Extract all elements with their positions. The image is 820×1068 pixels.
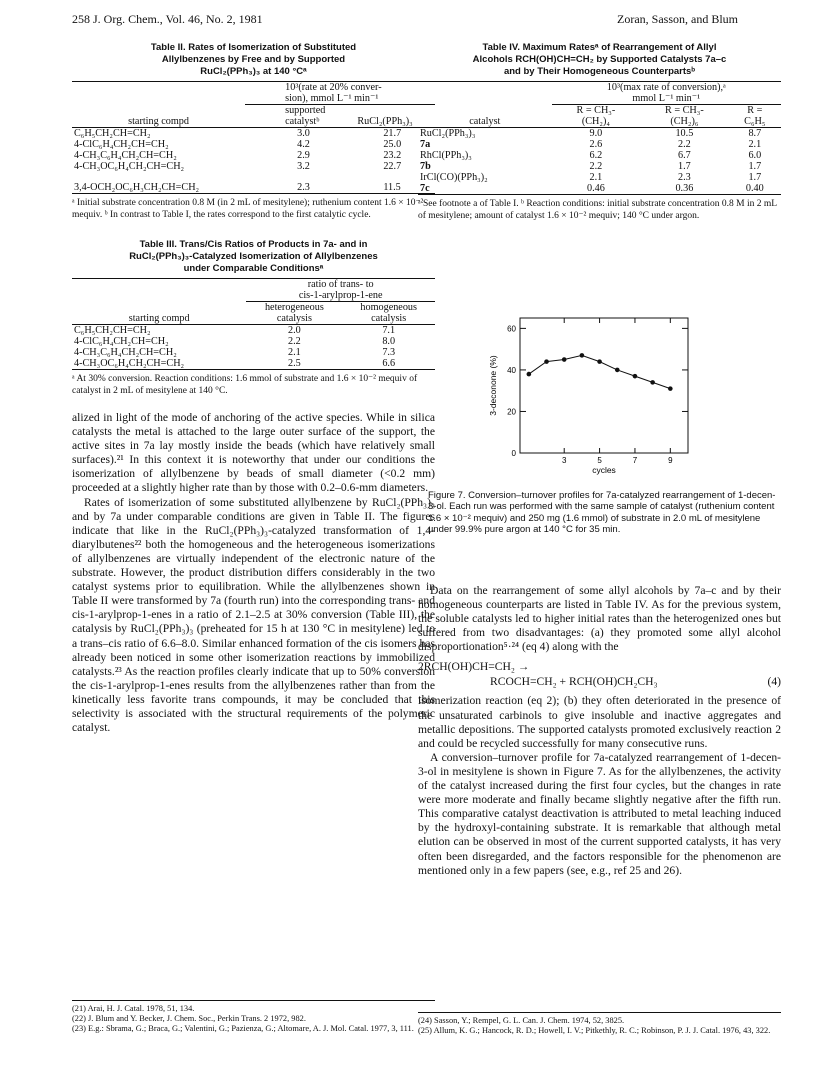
table-cell: 9.0	[589, 128, 603, 139]
table4-col-r2-line: R = CH₃-	[665, 105, 704, 116]
table-cell: 0.46	[586, 183, 605, 194]
right-body-text	[418, 584, 781, 878]
table4-col-r3-line: R =	[747, 105, 763, 116]
table-cell: 2.1	[748, 139, 762, 150]
table4-col-r3	[729, 105, 781, 128]
table4-body	[418, 128, 781, 195]
table3-col-hom	[342, 302, 435, 325]
table-cell: RuCl₂(PPh₃)₃	[420, 128, 476, 139]
table4-col-r2-line: (CH₂)₆	[670, 116, 699, 127]
table2-grid	[72, 81, 435, 194]
table2-col-compd: starting compd	[128, 116, 189, 127]
table-cell: 23.2	[383, 150, 402, 161]
figure7-caption: Figure 7. Conversion–turnover profiles for 7a-catalyzed rearrangement of 1-decen-3-ol. Each run was performed with the same sample of catalyst (ruthenium content 1.6 × 10⁻² mequiv) and 250 mg (1.6 mmol) of substrate in 2.0 mL of mesitylene under 99.9% pure argon at 140 °C for 35 min.	[428, 490, 776, 535]
body-paragraph: A conversion–turnover profile for 7a-catalyzed rearrangement of 1-decen-3-ol in mesitylene is shown in Figure 7. As for the allylbenzenes, the activity of the catalyst increased during the first four cycles, but the changes in rate were more moderate and finally became slightly negative after the fifth run. This comparative catalyst deactivation is attributed to metal leaching induced by the hydroxyl-containing substrate. It is remarkable that although metal elution can be observed in most of the current supported catalysts, it has very often been disregarded, and the factors responsible for the phenomenon are mentioned only in a few papers (see, e.g., ref 25 and 26).	[418, 750, 781, 877]
data-point	[544, 359, 549, 364]
data-point	[527, 372, 532, 377]
table-row	[72, 150, 435, 161]
table-cell: 6.7	[678, 150, 691, 161]
table2-title-line: Table II. Rates of Isomerization of Substituted	[150, 42, 357, 53]
table3-span-header-line: ratio of trans- to	[307, 279, 374, 290]
body-paragraph: Rates of isomerization of some substituted allylbenzene by RuCl₂(PPh₃)₃ and by 7a under comparable conditions are given in Table II. The figures indicate that like in the RuCl₂(PPh₃)₃-catalyzed transformation of 1,4-diarylbutenes²² both the homogeneous and the heterogeneous isomerizations of allylbenzenes are virtually independent of the electronic nature of the substrate. However, the product distribution differs considerably in the two catalyst systems prior to equilibration. While the allylbenzenes shown in Table II were transformed by 7a (fourth run) into the corresponding trans- and cis-1-arylprop-1-enes in a ratio of 2.1–2.5 at 30% conversion (Table III), the catalysis by RuCl₂(PPh₃)₃ (preheated for 15 h at 130 °C in mesitylene) led to a trans–cis ratio of 6.6–8.0. Similar enhanced formation of the cis isomers has already been noticed in some other isomerization reactions by immobilized catalysts.²³ As the reaction profiles clearly indicate that up to 50% conversion the cis-1-arylprop-1-enes results from the allylbenzenes rather than from the kinetically less favorite trans compounds, it may be concluded that this selectivity is associated with the structural requirements of the polymeric catalyst.	[72, 495, 435, 735]
y-axis-label: 3-deconone (%)	[488, 355, 498, 416]
table2-col-supported-line: catalystᵇ	[285, 116, 320, 127]
table3-title-line: RuCl₂(PPh₃)₃-Catalyzed Isomerization of Allylbenzenes	[129, 251, 378, 262]
table2-footnote: ᵃ Initial substrate concentration 0.8 M (in 2 mL of mesitylene); ruthenium content 1.6 × 10⁻² mequiv. ᵇ In contrast to Table I, the rates correspond to the first catalytic cycle.	[72, 198, 424, 220]
table-cell: 4-CH₃C₆H₄CH₂CH=CH₂	[74, 347, 177, 358]
table4-title-line: Alcohols RCH(OH)CH=CH₂ by Supported Catalysts 7a–c	[472, 54, 727, 65]
table3-title-line: under Comparable Conditionsᵃ	[183, 263, 324, 274]
table-row	[418, 139, 781, 150]
table3-title	[72, 239, 435, 275]
table-row	[72, 336, 435, 347]
table4-blank-cell	[418, 82, 552, 105]
table-row	[72, 139, 435, 150]
table4-col-r3-line: C₆H₅	[744, 116, 766, 127]
reference-item: (21) Arai, H. J. Catal. 1978, 51, 134.	[72, 1004, 195, 1013]
table-cell: 4-CH₃OC₆H₄CH₂CH=CH₂	[74, 161, 185, 172]
table-cell: 6.0	[748, 150, 762, 161]
table2-span-header-line: sion), mmol L⁻¹ min⁻¹	[285, 93, 379, 104]
table2-span-header	[245, 82, 435, 105]
table-cell: 1.7	[678, 161, 691, 172]
table4-col-r2	[640, 105, 728, 128]
table3-col-het	[246, 302, 342, 325]
table-row	[72, 128, 435, 140]
table-cell: 7.3	[382, 347, 396, 358]
left-body-text	[72, 411, 435, 735]
table-cell: 1.7	[748, 172, 762, 183]
reference-item: (25) Allum, K. G.; Hancock, R. D.; Howell, I. V.; Pitkethly, R. C.; Robinson, P. J. J. Catal. 1976, 43, 322.	[418, 1026, 771, 1036]
table3-span-header-line: cis-1-arylprop-1-ene	[298, 290, 383, 301]
table-cell: 7.1	[382, 325, 396, 336]
table-cell: 2.0	[288, 325, 301, 336]
table4-footnote: ᵃ See footnote a of Table I. ᵇ Reaction conditions: initial substrate concentration 0.8 M in 2 mL of mesitylene; amount of catalyst 1.6 × 10⁻² mequiv; 140 °C under argon.	[418, 199, 777, 221]
table-cell: C₆H₅CH₂CH=CH₂	[74, 128, 151, 139]
body-paragraph: alized in light of the mode of anchoring of the active species. While in silica catalysts the metal is attached to the large outer surface of the support, the active sites in 7a lay mostly inside the beads (which have relatively small surfaces).²¹ In this context it is noteworthy that under our conditions the isomerization of allylbenzene by beads of small diameter (<0.2 mm) proceeded at a slightly higher rate than by those with 0.2–0.6-mm diameters.	[72, 411, 435, 495]
table2-blank-cell	[72, 82, 245, 105]
data-point	[562, 357, 567, 362]
table-row	[418, 172, 781, 183]
table-cell: 2.3	[297, 182, 310, 193]
table2-col-supported-line: supported	[285, 105, 326, 116]
x-tick-label: 3	[561, 456, 567, 465]
table-row	[418, 161, 781, 172]
reference-item: (22) J. Blum and Y. Becker, J. Chem. Soc., Perkin Trans. 2 1972, 982.	[72, 1014, 306, 1024]
table4-title-line: Table IV. Maximum Ratesᵃ of Rearrangement of Allyl	[482, 42, 717, 53]
table-cell: 2.2	[288, 336, 301, 347]
table2	[72, 42, 435, 221]
table3-col-compd: starting compd	[128, 313, 190, 324]
table-cell: 4-ClC₆H₄CH₂CH=CH₂	[74, 139, 169, 150]
table2-col-free: RuCl₂(PPh₃)₃	[357, 116, 413, 127]
table2-body	[72, 128, 435, 194]
right-column	[418, 42, 781, 222]
table-cell: 1.7	[748, 161, 762, 172]
table2-span-header-line: 10³(rate at 20% conver-	[285, 82, 382, 93]
table-cell: 7a	[420, 139, 431, 150]
data-point	[615, 368, 620, 373]
table3-title-line: Table III. Trans/Cis Ratios of Products in 7a- and in	[139, 239, 368, 250]
x-axis-label: cycles	[592, 465, 616, 475]
table-row	[418, 183, 781, 195]
table-cell: IrCl(CO)(PPh₃)₂	[420, 172, 488, 183]
table3-col-hom-line: catalysis	[371, 313, 407, 324]
left-references	[72, 1000, 435, 1035]
table-cell: 7b	[420, 161, 431, 172]
table-row	[72, 172, 435, 194]
table3	[72, 239, 435, 397]
table-cell: 0.36	[675, 183, 694, 194]
table-cell: 4.2	[297, 139, 310, 150]
table-cell: 2.6	[589, 139, 603, 150]
table-cell: 25.0	[383, 139, 402, 150]
table3-span-header	[246, 279, 435, 302]
reference-item: (24) Sasson, Y.; Rempel, G. L. Can. J. Chem. 1974, 52, 3825.	[418, 1016, 625, 1025]
table-cell: C₆H₅CH₂CH=CH₂	[74, 325, 151, 336]
table-cell: 7c	[420, 183, 430, 194]
table3-col-het-line: catalysis	[276, 313, 312, 324]
table-cell: 21.7	[383, 128, 402, 139]
table-cell: 10.5	[675, 128, 694, 139]
right-references	[418, 1012, 781, 1036]
equation-line: RCOCH=CH₂ + RCH(OH)CH₂CH₃	[490, 675, 658, 689]
table-cell: 2.1	[589, 172, 603, 183]
table3-blank-cell	[72, 279, 246, 302]
table2-title-line: Allylbenzenes by Free and by Supported	[161, 54, 346, 65]
table3-body	[72, 325, 435, 370]
table4-grid	[418, 81, 781, 195]
table2-title-line: RuCl₂(PPh₃)₃ at 140 °Cᵃ	[200, 66, 307, 77]
table-cell: 8.0	[382, 336, 396, 347]
table-cell: 0.40	[745, 183, 764, 194]
table-cell: 22.7	[383, 161, 402, 172]
y-tick-label: 40	[507, 365, 516, 375]
equation-line: 2RCH(OH)CH=CH₂ →	[418, 660, 530, 674]
table-cell: 2.2	[678, 139, 691, 150]
y-tick-label: 0	[511, 449, 516, 458]
table-cell: 2.3	[678, 172, 691, 183]
y-tick-label: 60	[507, 324, 516, 334]
table3-footnote: ᵃ At 30% conversion. Reaction conditions: 1.6 mmol of substrate and 1.6 × 10⁻² mequiv of catalyst in 2 mL of mesitylene at 140 °C.	[72, 374, 418, 396]
running-header-right: Zoran, Sasson, and Blum	[617, 12, 738, 26]
figure7-chart	[470, 310, 710, 480]
left-column	[72, 42, 435, 735]
table4-title-line: and by Their Homogeneous Counterpartsᵇ	[503, 66, 696, 77]
x-tick-label: 7	[632, 456, 638, 465]
data-point	[668, 386, 673, 391]
reference-item: (23) E.g.: Sbrama, G.; Braca, G.; Valentini, G.; Pazienza, G.; Altomare, A. J. Mol. Catal. 1977, 3, 111.	[72, 1024, 414, 1034]
table-row	[72, 325, 435, 337]
data-point	[580, 353, 585, 358]
y-tick-label: 20	[507, 407, 516, 417]
table3-col-het-line: heterogeneous	[264, 302, 324, 313]
table-cell: 6.2	[589, 150, 603, 161]
table-cell: RhCl(PPh₃)₃	[420, 150, 472, 161]
table3-col-hom-line: homogeneous	[360, 302, 417, 313]
table-cell: 8.7	[748, 128, 762, 139]
table-cell: 6.6	[382, 358, 396, 369]
table-cell: 3.0	[297, 128, 310, 139]
table4-span-header	[552, 82, 781, 105]
table4-col-r1	[552, 105, 640, 128]
table-cell: 2.1	[288, 347, 301, 358]
table-cell: 2.5	[288, 358, 301, 369]
table4-col-catalyst: catalyst	[469, 116, 501, 127]
body-paragraph: isomerization reaction (eq 2); (b) they often deteriorated in the presence of the unsaturated carbinols to give insoluble and inactive aggregates and metallic depositions. The supported catalysts promoted exclusively reaction 2 and could be recycled successfully for many consecutive runs.	[418, 694, 781, 750]
data-point	[650, 380, 655, 385]
equation-4	[418, 660, 781, 690]
running-header-left: 258 J. Org. Chem., Vol. 46, No. 2, 1981	[72, 12, 263, 26]
table3-grid	[72, 278, 435, 370]
table-row	[72, 161, 435, 172]
table4-col-r1-line: R = CH₃-	[576, 105, 616, 116]
table4-span-header-line: mmol L⁻¹ min⁻¹	[632, 93, 701, 104]
table-row	[418, 128, 781, 140]
data-point	[633, 374, 638, 379]
table-cell: 3,4-OCH₂OC₆H₃CH₂CH=CH₂	[74, 182, 200, 193]
table4-col-r1-line: (CH₂)₄	[581, 116, 610, 127]
table-cell: 2.9	[297, 150, 310, 161]
table-cell: 4-CH₃C₆H₄CH₂CH=CH₂	[74, 150, 177, 161]
table-cell: 2.2	[589, 161, 603, 172]
table4-title	[418, 42, 781, 78]
table-cell: 4-CH₃OC₆H₄CH₂CH=CH₂	[74, 358, 185, 369]
table-row	[72, 358, 435, 370]
table-row	[418, 150, 781, 161]
table-cell: 11.5	[383, 182, 401, 193]
table-cell: 3.2	[297, 161, 310, 172]
table4	[418, 42, 781, 222]
x-tick-label: 9	[668, 456, 673, 465]
table-cell: 4-ClC₆H₄CH₂CH=CH₂	[74, 336, 169, 347]
body-paragraph: Data on the rearrangement of some allyl alcohols by 7a–c and by their homogeneous counterparts are listed in Table IV. As for the previous system, the soluble catalysts led to higher initial rates than the heterogenized ones but suffered from two disadvantages: (a) they promoted some allyl alcohol disproportionation⁵·²⁴ (eq 4) along with the	[418, 584, 781, 654]
table-row	[72, 347, 435, 358]
table4-span-header-line: 10³(max rate of conversion),ᵃ	[606, 82, 726, 93]
table2-col-supported	[245, 105, 355, 128]
data-point	[597, 359, 602, 364]
x-tick-label: 5	[597, 456, 602, 465]
equation-number: (4)	[767, 675, 781, 689]
table2-title	[72, 42, 435, 78]
